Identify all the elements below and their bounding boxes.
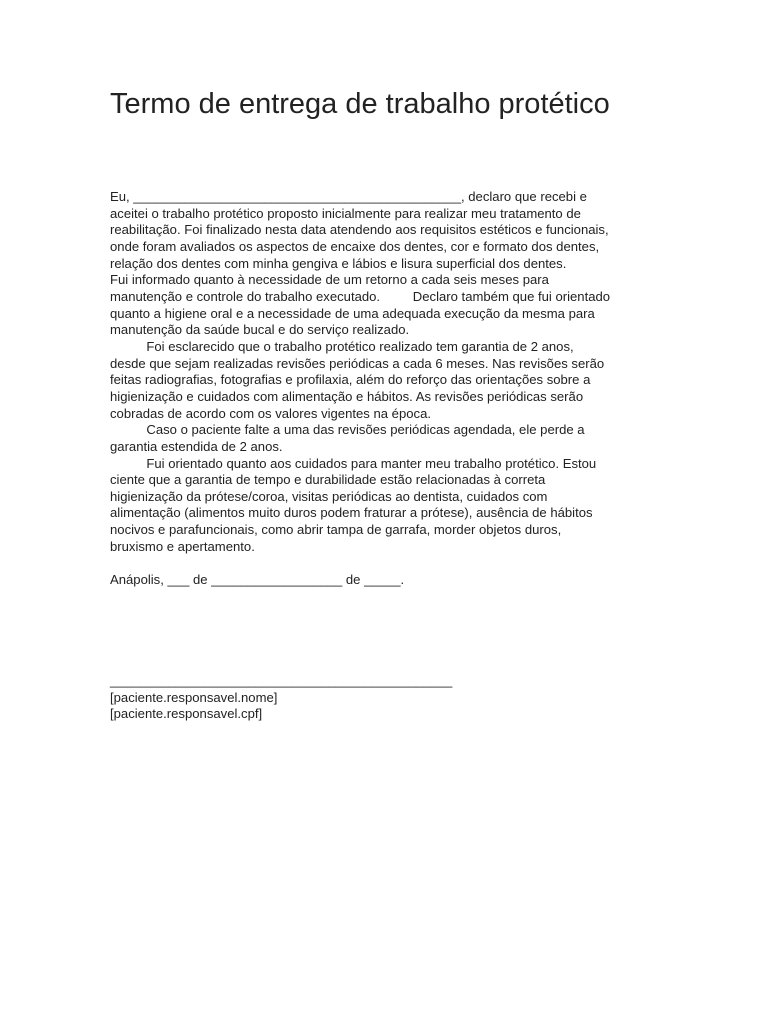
body-line: feitas radiografias, fotografias e profilaxia, além do reforço das orientações sobre a <box>110 372 591 388</box>
document-body <box>110 189 670 589</box>
body-line: Fui informado quanto à necessidade de um retorno a cada seis meses para <box>110 272 549 288</box>
body-line: bruxismo e apertamento. <box>110 538 255 554</box>
body-line: Eu, _____________________________________________, declaro que recebi e <box>110 189 587 204</box>
signature-block <box>110 673 670 723</box>
date-line: Anápolis, ___ de __________________ de _____. <box>110 572 405 588</box>
body-line: Foi esclarecido que o trabalho protético realizado tem garantia de 2 anos, <box>110 338 574 354</box>
body-line: higienização da prótese/coroa, visitas periódicas ao dentista, cuidados com <box>110 488 548 504</box>
body-line: manutenção e controle do trabalho executado. Declaro também que fui orientado <box>110 288 611 304</box>
body-line: reabilitação. Foi finalizado nesta data atendendo aos requisitos estéticos e funcionais, <box>110 222 609 238</box>
body-line: alimentação (alimentos muito duros podem fraturar a prótese), ausência de hábitos <box>110 505 593 521</box>
body-line: manutenção da saúde bucal e do serviço realizado. <box>110 322 410 338</box>
signature-line: _______________________________________________ <box>110 673 453 688</box>
body-line: Caso o paciente falte a uma das revisões periódicas agendada, ele perde a <box>110 422 585 438</box>
body-line: quanto a higiene oral e a necessidade de uma adequada execução da mesma para <box>110 305 595 321</box>
signer-cpf-placeholder: [paciente.responsavel.cpf] <box>110 706 263 722</box>
signer-name-placeholder: [paciente.responsavel.nome] <box>110 689 278 705</box>
body-line: higienização e cuidados com alimentação e hábitos. As revisões periódicas serão <box>110 388 584 404</box>
document-title: Termo de entrega de trabalho protético <box>110 88 610 120</box>
blank-spacer <box>110 555 670 572</box>
body-line: nocivos e parafuncionais, como abrir tampa de garrafa, morder objetos duros, <box>110 522 562 538</box>
body-line: onde foram avaliados os aspectos de encaixe dos dentes, cor e formato dos dentes, <box>110 238 600 254</box>
body-line: aceitei o trabalho protético proposto inicialmente para realizar meu tratamento de <box>110 205 581 221</box>
body-line: desde que sejam realizadas revisões periódicas a cada 6 meses. Nas revisões serão <box>110 355 605 371</box>
body-line: cobradas de acordo com os valores vigentes na época. <box>110 405 431 421</box>
body-line: garantia estendida de 2 anos. <box>110 438 283 454</box>
body-line: relação dos dentes com minha gengiva e lábios e lisura superficial dos dentes. <box>110 255 567 271</box>
body-line: ciente que a garantia de tempo e durabilidade estão relacionadas à correta <box>110 472 546 488</box>
body-line: Fui orientado quanto aos cuidados para manter meu trabalho protético. Estou <box>110 455 597 471</box>
